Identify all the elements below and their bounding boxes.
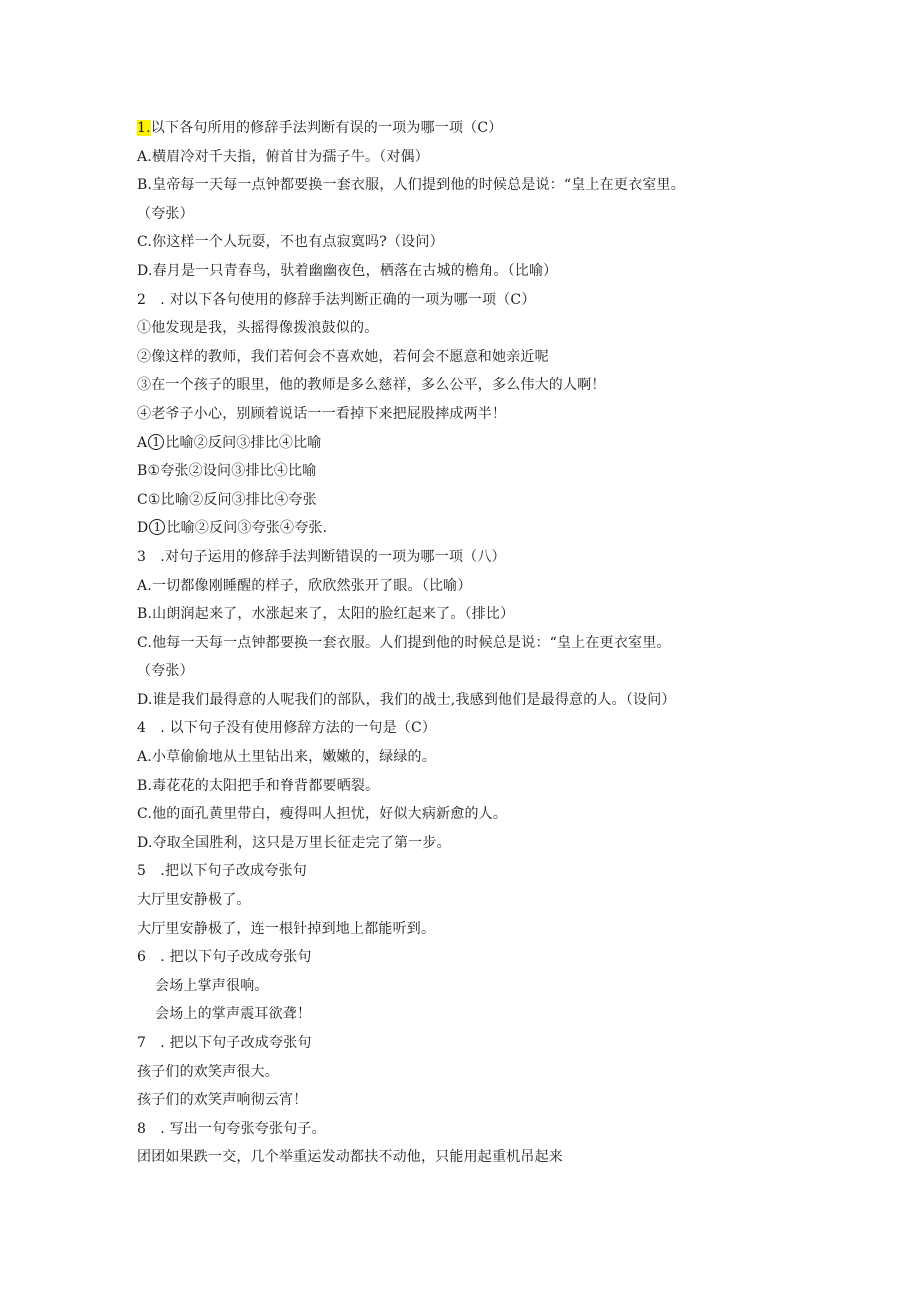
- question-4-option-d: D.夺取全国胜利，这只是万里长征走完了第一步。: [137, 834, 451, 851]
- question-4-stem: 4 . 以下句子没有使用修辞方法的一句是（C）: [137, 720, 437, 737]
- option-d-letter: D: [137, 520, 149, 537]
- question-2-option-c: C①比喻②反问③排比④夸张: [137, 491, 317, 508]
- circled-one-icon: 1: [149, 519, 165, 535]
- document-page: [137, 114, 837, 1172]
- question-3-option-b: B.山朗润起来了，水涨起来了，太阳的脸红起来了。（排比）: [137, 606, 515, 623]
- question-3-option-a: A.一切都像刚睡醒的样子，欣欣然张开了眼。（比喻）: [137, 577, 472, 594]
- question-7-answer: 孩子们的欢笑声响彻云宵！: [137, 1092, 308, 1109]
- question-1-option-a: A.横眉冷对千夫指，俯首甘为孺子牛。（对偶）: [137, 148, 429, 165]
- question-2-option-d: [137, 514, 837, 543]
- question-2-sentence-3: ③在一个孩子的眼里，他的教师是多么慈祥，多么公平，多么伟大的人啊！: [137, 377, 606, 394]
- question-1-option-c: C.你这样一个人玩耍，不也有点寂寞吗?（设问）: [137, 234, 444, 251]
- option-d-text: 比喻②反问③夸张④夸张.: [166, 520, 328, 537]
- question-1-stem: [137, 114, 837, 143]
- question-5-stem: 5 .把以下句子改成夸张句: [137, 863, 307, 880]
- question-5-original: 大厅里安静极了。: [137, 892, 251, 909]
- question-6-stem: 6 . 把以下句子改成夸张句: [137, 949, 312, 966]
- question-2-sentence-1: ①他发现是我，头摇得像拨浪鼓似的。: [137, 320, 379, 337]
- option-a-text: 比喻②反问③排比④比喻: [165, 434, 322, 451]
- question-8-answer: 团团如果跌一交，几个举重运发动都扶不动他，只能用起重机吊起来: [137, 1149, 563, 1166]
- question-4-option-a: A.小草偷偷地从土里钻出来，嫩嫩的，绿绿的。: [137, 749, 436, 766]
- option-a-letter: A: [137, 434, 148, 451]
- question-3-option-c: C.他每一天每一点钟都要换一套衣服。人们提到他的时候总是说：“皇上在更衣室里。: [137, 634, 671, 651]
- question-3-stem: 3 .对句子运用的修辞手法判断错误的一项为哪一项（八）: [137, 548, 506, 565]
- question-2-sentence-2: ②像这样的教师，我们若何会不喜欢她，若何会不愿意和她亲近呢: [137, 348, 549, 365]
- circled-one-icon: 1: [148, 434, 164, 450]
- question-2-stem: 2 . 对以下各句使用的修辞手法判断正确的一项为哪一项（C）: [137, 291, 536, 308]
- question-1-option-b: B.皇帝每一天每一点钟都要换一套衣服，人们提到他的时候总是说：“皇上在更衣室里。: [137, 177, 685, 194]
- question-4-option-c: C.他的面孔黄里带白，瘦得叫人担忧，好似大病新愈的人。: [137, 806, 508, 823]
- question-2-option-b: B①夸张②设问③排比④比喻: [137, 463, 317, 480]
- question-7-original: 孩子们的欢笑声很大。: [137, 1063, 279, 1080]
- question-1-option-d: D.春月是一只青春鸟，驮着幽幽夜色，栖落在古城的檐角。（比喻）: [137, 262, 558, 279]
- question-1-number-highlight: 1.: [137, 120, 151, 136]
- question-6-answer: 会场上的掌声震耳欲聋！: [155, 1006, 312, 1023]
- question-2-sentence-4: ④老爷子小心，别顾着说话一一看掉下来把屁股摔成两半！: [137, 405, 507, 422]
- question-4-option-b: B.毒花花的太阳把手和脊背都要晒裂。: [137, 777, 380, 794]
- question-2-option-a: [137, 429, 837, 458]
- question-5-answer: 大厅里安静极了，连一根针掉到地上都能听到。: [137, 920, 436, 937]
- question-6-original: 会场上掌声很响。: [155, 977, 269, 994]
- question-1-option-b-note: （夸张）: [137, 205, 194, 222]
- question-1-text: 以下各句所用的修辞手法判断有误的一项为哪一项（C）: [150, 120, 503, 136]
- question-8-stem: 8 . 写出一句夸张夸张句子。: [137, 1120, 326, 1137]
- question-7-stem: 7 . 把以下句子改成夸张句: [137, 1035, 312, 1051]
- question-3-option-c-note: （夸张）: [137, 663, 194, 680]
- question-3-option-d: D.谁是我们最得意的人呢我们的部队，我们的战士,我感到他们是最得意的人。（设问）: [137, 691, 676, 708]
